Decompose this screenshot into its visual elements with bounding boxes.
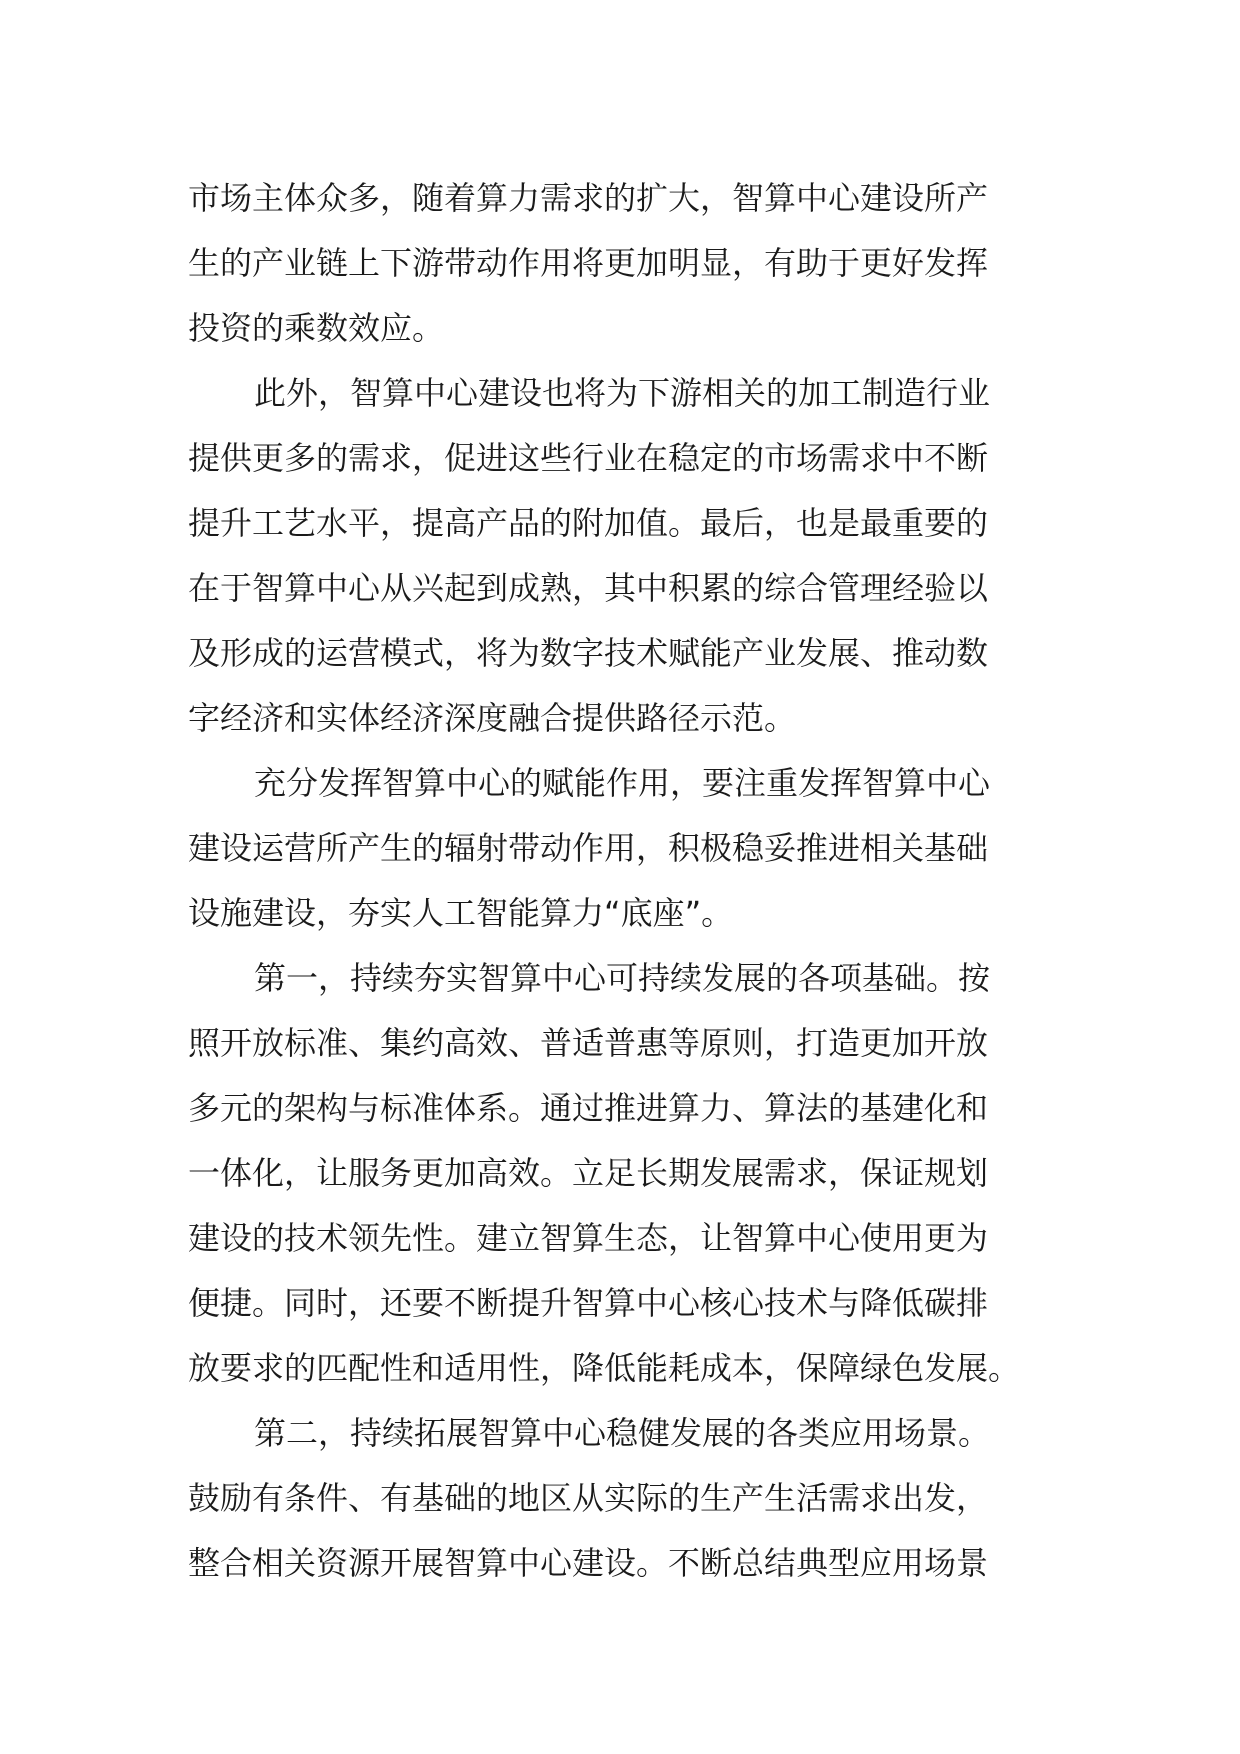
text-line: 整合相关资源开展智算中心建设。不断总结典型应用场景 xyxy=(188,1544,989,1582)
paragraph-first-line: 第二，持续拓展智算中心稳健发展的各类应用场景。 xyxy=(254,1414,991,1452)
text-line: 鼓励有条件、有基础的地区从实际的生产生活需求出发， xyxy=(188,1479,989,1517)
text-line: 市场主体众多，随着算力需求的扩大，智算中心建设所产 xyxy=(188,179,989,217)
text-line: 投资的乘数效应。 xyxy=(188,309,445,347)
text-line: 便捷。同时，还要不断提升智算中心核心技术与降低碳排 xyxy=(188,1284,989,1322)
text-line: 提供更多的需求，促进这些行业在稳定的市场需求中不断 xyxy=(188,439,989,477)
text-line: 放要求的匹配性和适用性，降低能耗成本，保障绿色发展。 xyxy=(188,1349,1021,1387)
text-line: 字经济和实体经济深度融合提供路径示范。 xyxy=(188,699,797,737)
paragraph-first-line: 此外，智算中心建设也将为下游相关的加工制造行业 xyxy=(254,374,991,412)
text-line: 一体化，让服务更加高效。立足长期发展需求，保证规划 xyxy=(188,1154,989,1192)
text-line: 在于智算中心从兴起到成熟，其中积累的综合管理经验以 xyxy=(188,569,989,607)
text-line: 建设的技术领先性。建立智算生态，让智算中心使用更为 xyxy=(188,1219,989,1257)
paragraph-first-line: 第一，持续夯实智算中心可持续发展的各项基础。按 xyxy=(254,959,991,997)
body-text xyxy=(188,166,1058,1596)
text-line: 照开放标准、集约高效、普适普惠等原则，打造更加开放 xyxy=(188,1024,989,1062)
text-line: 设施建设，夯实人工智能算力“底座”。 xyxy=(188,894,734,932)
text-line: 建设运营所产生的辐射带动作用，积极稳妥推进相关基础 xyxy=(188,829,989,867)
text-line: 生的产业链上下游带动作用将更加明显，有助于更好发挥 xyxy=(188,244,989,282)
text-line: 多元的架构与标准体系。通过推进算力、算法的基建化和 xyxy=(188,1089,989,1127)
text-line: 及形成的运营模式，将为数字技术赋能产业发展、推动数 xyxy=(188,634,989,672)
paragraph-first-line: 充分发挥智算中心的赋能作用，要注重发挥智算中心 xyxy=(254,764,991,802)
text-line: 提升工艺水平，提高产品的附加值。最后，也是最重要的 xyxy=(188,504,989,542)
